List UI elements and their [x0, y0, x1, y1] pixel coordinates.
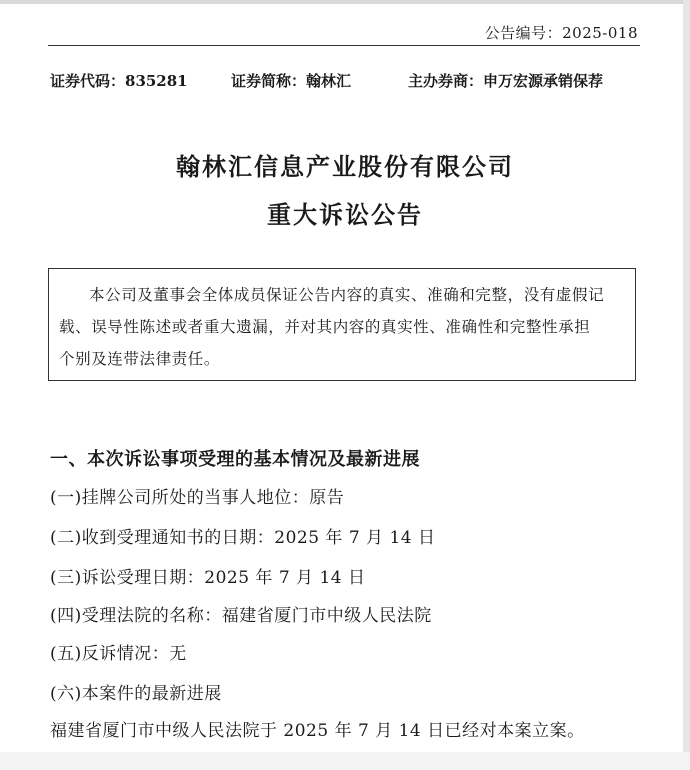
securities-short-name: 证券简称：翰林汇 [231, 72, 352, 90]
list-item: (六)本案件的最新进展 [50, 684, 222, 704]
company-title: 翰林汇信息产业股份有限公司 [176, 152, 514, 181]
list-item: (五)反诉情况：无 [50, 644, 187, 664]
page-right-edge [683, 0, 690, 770]
progress-text: 福建省厦门市中级人民法院于 2025 年 7 月 14 日已经对本案立案。 [50, 721, 585, 741]
section-heading: 一、本次诉讼事项受理的基本情况及最新进展 [50, 449, 420, 470]
disclaimer-box [48, 268, 636, 381]
announcement-number: 公告编号：2025-018 [484, 24, 638, 42]
list-item: (一)挂牌公司所处的当事人地位：原告 [50, 488, 345, 508]
list-item: (二)收到受理通知书的日期：2025 年 7 月 14 日 [50, 528, 436, 548]
disclaimer-line-3: 个别及连带法律责任。 [59, 350, 221, 368]
announcement-title: 重大诉讼公告 [267, 200, 423, 229]
disclaimer-line-1: 本公司及董事会全体成员保证公告内容的真实、准确和完整，没有虚假记 [89, 286, 605, 304]
header-divider [48, 45, 640, 46]
list-item: (四)受理法院的名称：福建省厦门市中级人民法院 [50, 606, 432, 626]
sponsor-broker: 主办券商：申万宏源承销保荐 [408, 72, 604, 90]
page-top-edge [0, 0, 690, 4]
list-item: (三)诉讼受理日期：2025 年 7 月 14 日 [50, 568, 366, 588]
securities-code: 证券代码：835281 [50, 72, 188, 90]
disclaimer-line-2: 载、误导性陈述或者重大遗漏，并对其内容的真实性、准确性和完整性承担 [59, 318, 591, 336]
page-bottom-edge [0, 752, 690, 770]
